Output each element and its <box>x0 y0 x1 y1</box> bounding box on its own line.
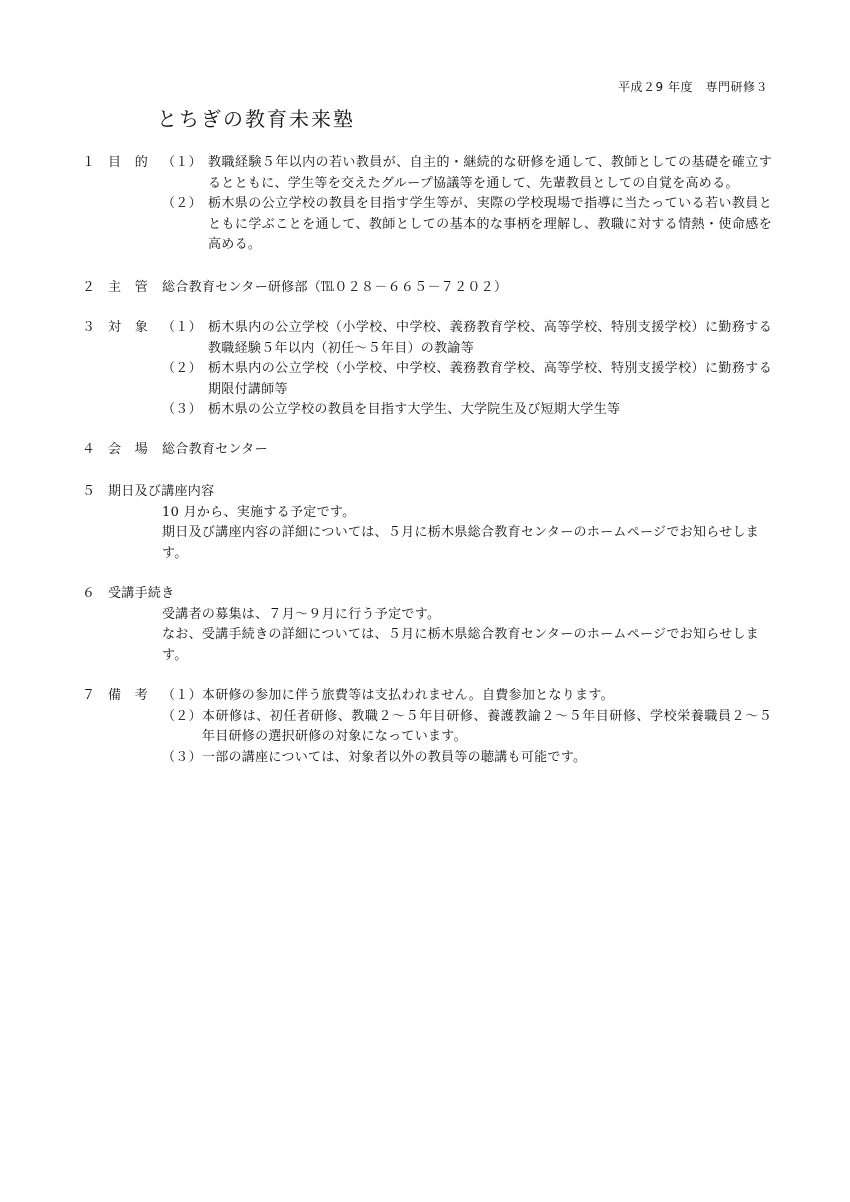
section-number: ３ <box>82 320 96 335</box>
paragraph: 受講者の募集は、７月～９月に行う予定です。 <box>162 606 441 622</box>
item-text: 栃木県の公立学校の教員を目指す大学生、大学院生及び短期大学生等 <box>208 402 621 417</box>
list-item <box>162 400 772 421</box>
section-number: ４ <box>82 442 96 457</box>
page-title: とちぎの教育未来塾 <box>157 107 355 131</box>
item-marker: （１） <box>162 155 202 170</box>
section-text: 総合教育センター <box>162 442 268 457</box>
heading-char: 主 <box>108 280 122 295</box>
item-marker: （３） <box>162 749 202 765</box>
heading-char: 場 <box>134 442 148 457</box>
section-schedule <box>82 482 772 564</box>
section-organizer <box>82 278 772 300</box>
heading-char: 目 <box>108 155 122 170</box>
section-heading <box>108 440 148 461</box>
list-item <box>162 153 772 194</box>
section-number: ７ <box>82 688 96 703</box>
heading-char: 対 <box>108 320 122 335</box>
item-text: 本研修の参加に伴う旅費等は支払われません。自費参加となります。 <box>201 688 614 703</box>
paragraph: 10 月から、実施する予定です。 <box>162 504 356 520</box>
page-label: 平成２9 年度 専門研修３ <box>618 80 768 94</box>
item-text: 栃木県内の公立学校（小学校、中学校、義務教育学校、高等学校、特別支援学校）に勤務する期限付講師等 <box>208 361 772 397</box>
item-text: 本研修は、初任者研修、教職２～５年目研修、養護教諭２～５年目研修、学校栄養職員２～５年目研修の選択研修の対象になっています。 <box>201 708 772 744</box>
section-purpose <box>82 153 772 256</box>
section-heading <box>108 153 148 174</box>
item-marker: （２） <box>162 361 202 376</box>
item-marker: （２） <box>162 196 202 211</box>
list-item <box>162 194 772 256</box>
section-number: ２ <box>82 280 96 295</box>
section-venue <box>82 440 772 462</box>
heading-char: 的 <box>134 155 148 170</box>
item-marker: （３） <box>162 402 202 417</box>
item-text: 栃木県内の公立学校（小学校、中学校、義務教育学校、高等学校、特別支援学校）に勤務する教職経験５年以内（初任～５年目）の教諭等 <box>208 320 772 356</box>
section-heading: 受講手続き <box>108 586 175 601</box>
item-marker: （１） <box>162 320 202 335</box>
section-number: １ <box>82 155 96 170</box>
section-registration <box>82 584 772 666</box>
item-text: 栃木県の公立学校の教員を目指す学生等が、実際の学校現場で指導に当たっている若い教員とともに学ぶことを通して、教師としての基本的な事柄を理解し、教職に対する情熱・使命感を高める。 <box>208 196 772 252</box>
list-item <box>162 707 772 748</box>
item-marker: （１） <box>162 688 202 703</box>
list-item <box>162 748 772 769</box>
section-target <box>82 318 772 421</box>
list-item <box>162 686 772 707</box>
heading-char: 備 <box>108 688 122 703</box>
heading-char: 考 <box>134 688 148 703</box>
item-text: 教職経験５年以内の若い教員が、自主的・継続的な研修を通して、教師としての基礎を確立するとともに、学生等を交えたグループ協議等を通して、先輩教員としての自覚を高める。 <box>208 155 772 191</box>
section-number: ６ <box>82 586 96 601</box>
list-item <box>162 359 772 400</box>
section-number: ５ <box>82 484 96 499</box>
heading-char: 象 <box>134 320 148 335</box>
section-heading <box>108 686 148 707</box>
paragraph: なお、受講手続きの詳細については、５月に栃木県総合教育センターのホームページでお知らせします。 <box>162 627 760 663</box>
section-remarks <box>82 686 772 768</box>
paragraph: 期日及び講座内容の詳細については、５月に栃木県総合教育センターのホームページでお知らせします。 <box>162 525 760 561</box>
section-text: 総合教育センター研修部（℡０２８－６６５－７２０２） <box>162 280 508 295</box>
list-item <box>162 318 772 359</box>
item-marker: （２） <box>162 708 202 724</box>
section-heading <box>108 278 148 299</box>
heading-char: 管 <box>134 280 148 295</box>
section-heading: 期日及び講座内容 <box>108 484 215 499</box>
heading-char: 会 <box>108 442 122 457</box>
item-text: 一部の講座については、対象者以外の教員等の聴講も可能です。 <box>201 749 587 765</box>
section-heading <box>108 318 148 339</box>
